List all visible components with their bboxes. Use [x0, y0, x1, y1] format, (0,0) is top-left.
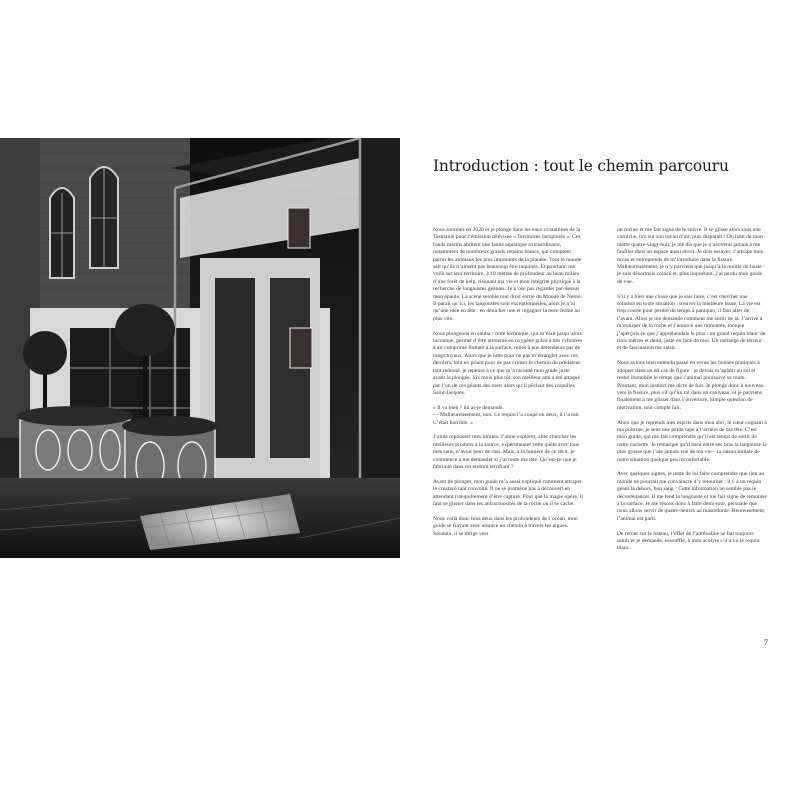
paragraph: Avant de plonger, mon guide m’a aussi expliqué comment attraper le crustacé tant convoité. Il ne se promène pas à découvert en attendant tranquillement d’être capturé. Pour que la magie opère, il faut se glisser dans les anfractuosités de la roche où il se cache. [433, 478, 583, 507]
paragraph: Nous plongeons en snuba : cette technique, qui m’était jusqu’alors inconnue, permet d’être alimenté en oxygène grâce à des cylindres à air comprimé flottant à la surface, reliés à nos détendeurs par de longs tuyaux. Alors que je lutte pour ne pas m’étrangler avec ces derniers, tout en priant pour ne pas croiser le chemin du prédateur tant redouté, je repense à ce que m’a raconté mon guide juste avant la plongée. Six mois plus tôt, son meilleur ami a été attaqué par l’un de ces géants des mers alors qu’il pêchait des coquilles Saint-Jacques. [433, 330, 583, 396]
paragraph: J’aime repousser mes limites. J’aime explorer, aller chercher les meilleurs produits à la source, expérimenter cette quête avec tous mes sens, n’avoir peur de rien. Mais, à la lumière de ce récit, je commence à me demander si j’ai toute ma tête. Qu’est-ce que je fabrique dans cet endroit terrifiant ? [433, 434, 580, 470]
text-column-right [617, 227, 767, 560]
restaurant-facade-photo [0, 138, 400, 558]
paragraph: un rocher et me fait signe de le suivre. Il se glisse alors sous une corniche, tire sur son tuyau d’air, puis disparaît ! Du haut de mon mètre quatre-vingt-huit, je me dis que je n’arriverai jamais à me faufiler dans un espace aussi étroit. Je dois essayer. J’attrape mon tuyau et entreprends de m’introduire dans la fissure. Malheureusement, je n’y parviens que jusqu’à la moitié du buste : je suis désormais coincé et, plus inquiétant, j’ai perdu mon guide de vue. [617, 227, 765, 285]
paragraph: Nous voilà donc tous deux dans les profondeurs de l’océan, mon guide se frayant avec aisance un chemin à travers les algues. Soudain, il se dirige vers [433, 515, 578, 537]
paragraph: Avec quelques signes, je tente de lui faire comprendre que rien au monde ne pourrait me convaincre d’y retourner : il y a un requin géant là dehors, bon sang ! Cette information ne semble pas le décontenancer. Il me tend la langouste et me fait signe de remonter à la surface. Je me résous donc à faire demi-tour, persuadé que nous allons servir de quatre-heures au mastodonte. Heureusement, l’animal est parti. [617, 471, 767, 522]
chapter-title: Introduction : tout le chemin parcouru [433, 157, 729, 175]
paragraph: « Il va bien ? lui ai-je demandé. [433, 404, 504, 411]
photo-illustration [0, 138, 400, 558]
paragraph: S’il y a bien une chose que je sais faire, c’est chercher une solution en toute situation ; trouver la meilleure issue. La vie est trop courte pour perdre du temps à paniquer, il faut aller de l’avant. Alors je me demande comment me sortir de là. J’arrive à m’extirper de la roche et j’amorce une remontée, lorsque j’aperçois ce que j’appréhendais le plus : un grand requin blanc de trois mètres et demi, juste en face de moi. Un mélange de terreur et de fascination me saisit. [617, 293, 766, 352]
text-column-left [433, 227, 583, 545]
paragraph: — Malheureusement, non. Le requin l’a coupé en deux, il l’a tué. C’était horrible. » [433, 412, 580, 426]
page-number: 7 [764, 638, 768, 647]
paragraph: Nous avions bien entendu passé en revue les bonnes pratiques à adopter dans un tel cas de figure : je devais m’aplatir au sol et rester immobile le temps que l’animal poursuive sa route. Pourtant, mon instinct me dicte de fuir. Je plonge donc à nouveau vers la fissure, plus vif qu’un rat dans un caniveau, et je parviens finalement à me glisser dans l’ouverture. Simple question de motivation, tout compte fait. [617, 360, 764, 411]
paragraph: Nous sommes en 2020 et je plonge dans les eaux cristallines de la Tasmanie pour l’émission télévisée « Territoires inexplorés ». Ces fonds marins abritent une faune aquatique extraordinaire, notamment de nombreux grands requins blancs, qui comptent parmi les animaux les plus imposants de la planète. Tout le monde sait qu’ils n’aiment pas beaucoup être taquinés. Et pourtant, me voilà sur leur territoire, à 10 mètres de profondeur au beau milieu d’une forêt de kelp, risquant ma vie et mon intégrité physique à la recherche de langoustes géantes. Je n’ose pas regarder par-dessus mon épaule. La scène semble tout droit sortie du Monde de Nemo. Il paraît qu’ici, les langoustes sont exceptionnelles, alors je n’ai qu’une idée en tête : en dénicher une et regagner la terre ferme au plus vite. [433, 227, 582, 322]
paragraph: De retour sur le bateau, l’effet de l’adrénaline se fait toujours sentir et je demande, essoufflé, à mon acolyte s’il a vu le requin blanc. [617, 530, 760, 552]
paragraph: Alors que je reprends mes esprits dans mon abri, le cœur cognant à ma poitrine, je sens une petite tape à l’arrière de ma tête. C’est mon guide, qui me fait comprendre qu’il est temps de sortir de notre cachette. Je remarque qu’il tient entre ses bras la langouste la plus grosse que j’aie jamais vue de ma vie – la raison initiale de notre situation quelque peu inconfortable. [617, 419, 767, 463]
